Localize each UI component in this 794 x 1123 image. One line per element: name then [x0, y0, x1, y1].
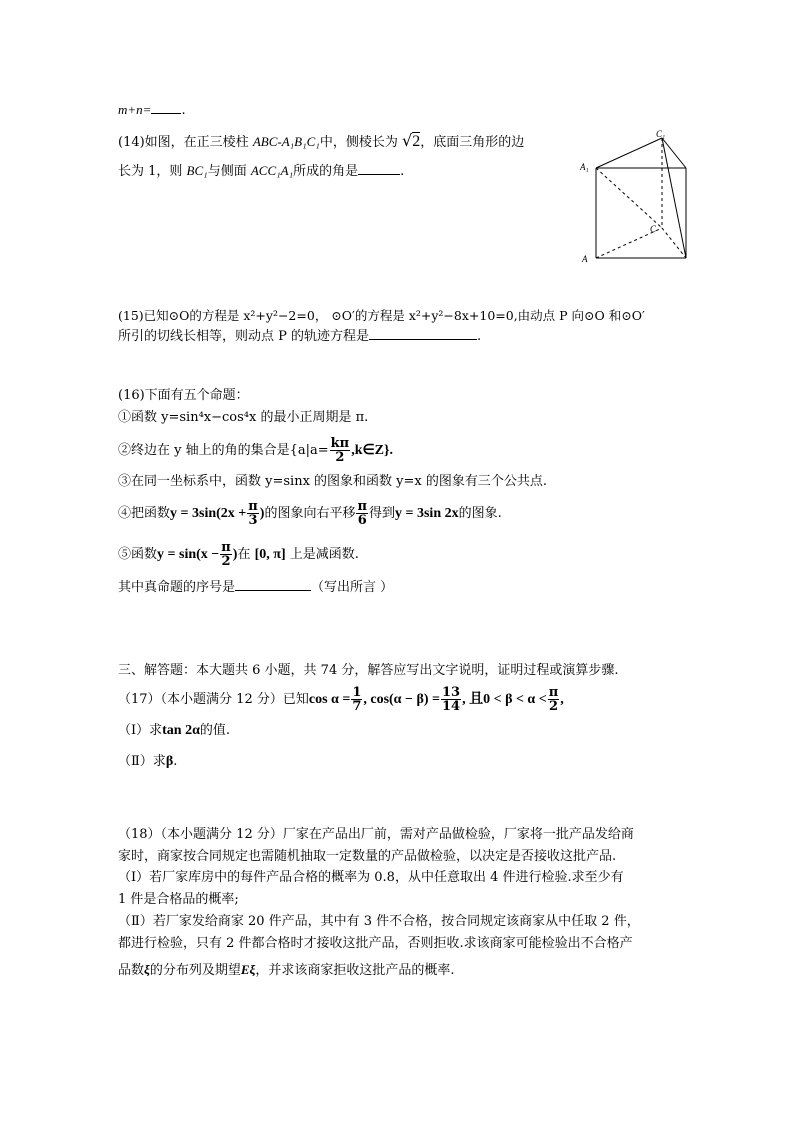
- q16-p5: [118, 537, 359, 573]
- q18-line4-text: 1 件是合格品的概率;: [118, 892, 239, 907]
- sqrt-radicand: 2: [412, 133, 421, 150]
- q18-line7-mid: 的分布列及期望: [149, 963, 241, 978]
- q16-answer-suffix: （写出所言 ）: [311, 580, 394, 595]
- q14-line2-middle: 与侧面: [207, 164, 247, 179]
- section3-heading: [118, 662, 618, 680]
- frac-denominator: 3: [248, 513, 258, 528]
- q17-part1-prefix: （Ⅰ）求: [118, 723, 163, 738]
- q17-fraction3: [548, 686, 560, 713]
- q16-p1-text: ①函数 y=sin⁴x−cos⁴x 的最小正周期是 π.: [118, 410, 369, 425]
- q14-answer-blank: [358, 162, 400, 175]
- q15-line1: [118, 307, 645, 325]
- q17-part2-suffix: .: [173, 754, 178, 769]
- frac-numerator: π: [548, 685, 559, 700]
- edge-a1-c-hidden: [596, 168, 662, 228]
- label-c1: C₁: [656, 129, 666, 139]
- q16-p5-fraction: [220, 541, 232, 568]
- q17-cos-ab: , cos(α − β) =: [363, 692, 440, 707]
- q17-part2-expr: β: [165, 754, 174, 769]
- q16-head-text: (16)下面有五个命题：: [118, 388, 249, 403]
- q14-line1: [118, 132, 524, 152]
- edge-c1-b: [662, 138, 686, 258]
- q16-p3: [118, 473, 547, 491]
- q16-p5-prefix: ⑤函数: [118, 547, 158, 562]
- frac-numerator: π: [221, 540, 231, 555]
- q17-cos-a: cos α =: [308, 692, 351, 707]
- q16-p5-mid: 在: [237, 547, 251, 562]
- q16-p5-suffix: 上是减函数.: [289, 547, 359, 562]
- q18-line4: [118, 891, 239, 909]
- q18-line7-suffix: ，并求该商家拒收这批产品的概率.: [255, 963, 455, 978]
- edge-a1-c1: [596, 138, 662, 168]
- q17-part1: [118, 722, 230, 740]
- q14-prism: ABC-A₁B₁C₁: [252, 134, 320, 149]
- q18-xi: ξ: [144, 962, 150, 977]
- q16-answer-prefix: 其中真命题的序号是: [118, 580, 236, 595]
- edge-c-b-hidden: [662, 228, 686, 258]
- q14-prefix: (14)如图，在正三棱柱: [118, 135, 249, 150]
- q16-p5-interval: [0, π]: [254, 547, 286, 562]
- q18-line5-text: （Ⅱ）若厂家发给商家 20 件产品，其中有 3 件不合格，按合同规定该商家从中任取 2 件，: [118, 914, 640, 929]
- q14-line2-prefix: 长为 1，则: [118, 164, 183, 179]
- frac-numerator: π: [357, 499, 367, 514]
- q16-p4-prefix: ④把函数: [118, 506, 171, 521]
- q16-p2: [118, 433, 393, 469]
- q16-p2-fraction: [330, 437, 351, 464]
- frac-denominator: 2: [335, 450, 345, 465]
- q18-line1: [118, 826, 634, 844]
- q16-p3-text: ③在同一坐标系中，函数 y=sinx 的图象和函数 y=x 的图象有三个公共点.: [118, 474, 548, 489]
- q18-line3-text: （Ⅰ）若厂家库房中的每件产品合格的概率为 0.8，从中任意取出 4 件进行检验.求至少有: [118, 870, 624, 885]
- q18-line2-text: 家时，商家按合同规定也需随机抽取一定数量的产品做检验，以决定是否接收这批产品.: [118, 849, 617, 864]
- q16-answer: [118, 578, 393, 597]
- q16-p4-func-a: y = 3sin(2x +: [170, 506, 247, 521]
- q16-p4-func-fraction: [247, 500, 259, 527]
- frac-denominator: 2: [548, 699, 558, 714]
- q17-part1-suffix: 的值.: [199, 723, 231, 738]
- q14-segment: BC₁: [186, 163, 208, 178]
- q18-line3: [118, 869, 624, 887]
- label-c: C: [650, 224, 657, 234]
- frac-numerator: kπ: [330, 436, 350, 451]
- q15-line2-text: 所引的切线长相等，则动点 P 的轨迹方程是: [118, 329, 370, 344]
- q18-line7-prefix: 品数: [118, 963, 145, 978]
- q13-tail: m+n= .: [118, 102, 186, 118]
- frac-denominator: 14: [442, 699, 461, 714]
- q16-p4: [118, 496, 502, 532]
- q14-after-sqrt: ，底面三角形的边: [420, 135, 525, 150]
- q16-p2-suffix: ,k∈Z}.: [351, 443, 394, 458]
- q17-fraction2: [441, 686, 461, 713]
- frac-denominator: 7: [352, 699, 362, 714]
- q13-answer-blank: [151, 101, 181, 114]
- q16-p1: [118, 409, 368, 427]
- q16-p4-shift-fraction: [356, 500, 368, 527]
- frac-numerator: 13: [442, 685, 461, 700]
- q16-p5-func-a: y = sin(x −: [157, 547, 220, 562]
- q16-p5-func-b: ): [232, 547, 238, 562]
- q16-answer-blank: [235, 578, 311, 591]
- frac-denominator: 2: [221, 554, 231, 569]
- q18-line5: [118, 913, 640, 931]
- q15-line1-text: (15)已知⊙O的方程是 x²+y²−2=0， ⊙O′的方程是 x²+y²−8x+10=0,由动点 P 向⊙O 和⊙O′: [118, 308, 645, 323]
- prism-figure: [578, 128, 690, 268]
- sqrt-expression: √2: [401, 131, 421, 150]
- q16-p4-mid2: 得到: [368, 506, 395, 521]
- q18-line6: [118, 935, 633, 953]
- q18-line7: [118, 961, 455, 980]
- q14-face: ACC₁A₁: [250, 163, 294, 178]
- q14-line2-suffix: 所成的角是: [293, 164, 359, 179]
- q17-condition: , 且0 < β < α <: [462, 692, 547, 707]
- frac-denominator: 6: [357, 513, 367, 528]
- q17-prefix: （17）（本小题满分 12 分）已知: [118, 692, 309, 707]
- q18-expectation: Eξ: [240, 962, 256, 977]
- q18-line1-text: （18）（本小题满分 12 分）厂家在产品出厂前，需对产品做检验，厂家将一批产品发给商: [118, 827, 634, 842]
- q13-tail-text: m+n=: [118, 102, 152, 117]
- q17-line1: [118, 682, 564, 718]
- section3-heading-text: 三、解答题：本大题共 6 小题，共 74 分，解答应写出文字说明，证明过程或演算步骤.: [118, 663, 619, 678]
- q16-p4-suffix: 的图象.: [458, 506, 502, 521]
- q16-p4-mid: 的图象向右平移: [264, 506, 356, 521]
- q17-fraction1: [351, 686, 362, 713]
- q18-line2: [118, 848, 616, 866]
- q17-part2: [118, 753, 177, 771]
- q15-line2: 所引的切线长相等，则动点 P 的轨迹方程是 .: [118, 329, 482, 344]
- label-a1: A₁: [580, 162, 589, 172]
- q16-p2-prefix: ②终边在 y 轴上的角的集合是{a|a=: [118, 443, 329, 458]
- q15-answer-blank: [369, 327, 477, 340]
- q16-head: [118, 387, 249, 405]
- edge-c1-b1: [662, 138, 686, 168]
- q17-end: ,: [560, 692, 564, 707]
- q17-part2-prefix: （Ⅱ）求: [118, 754, 166, 769]
- q17-part1-expr: tan 2α: [162, 723, 200, 738]
- frac-numerator: 1: [352, 685, 362, 700]
- frac-numerator: π: [248, 499, 258, 514]
- label-a: A: [582, 254, 588, 264]
- q16-p4-result: y = 3sin 2x: [395, 506, 459, 521]
- q16-p4-func-b: ): [259, 506, 265, 521]
- q18-line6-text: 都进行检验，只有 2 件都合格时才接收这批产品，否则拒收.求该商家可能检验出不合格产: [118, 936, 633, 951]
- q14-line2: 长为 1，则 BC₁与侧面 ACC₁A₁所成的角是 .: [118, 163, 405, 179]
- q14-middle: 中，侧棱长为: [319, 135, 398, 150]
